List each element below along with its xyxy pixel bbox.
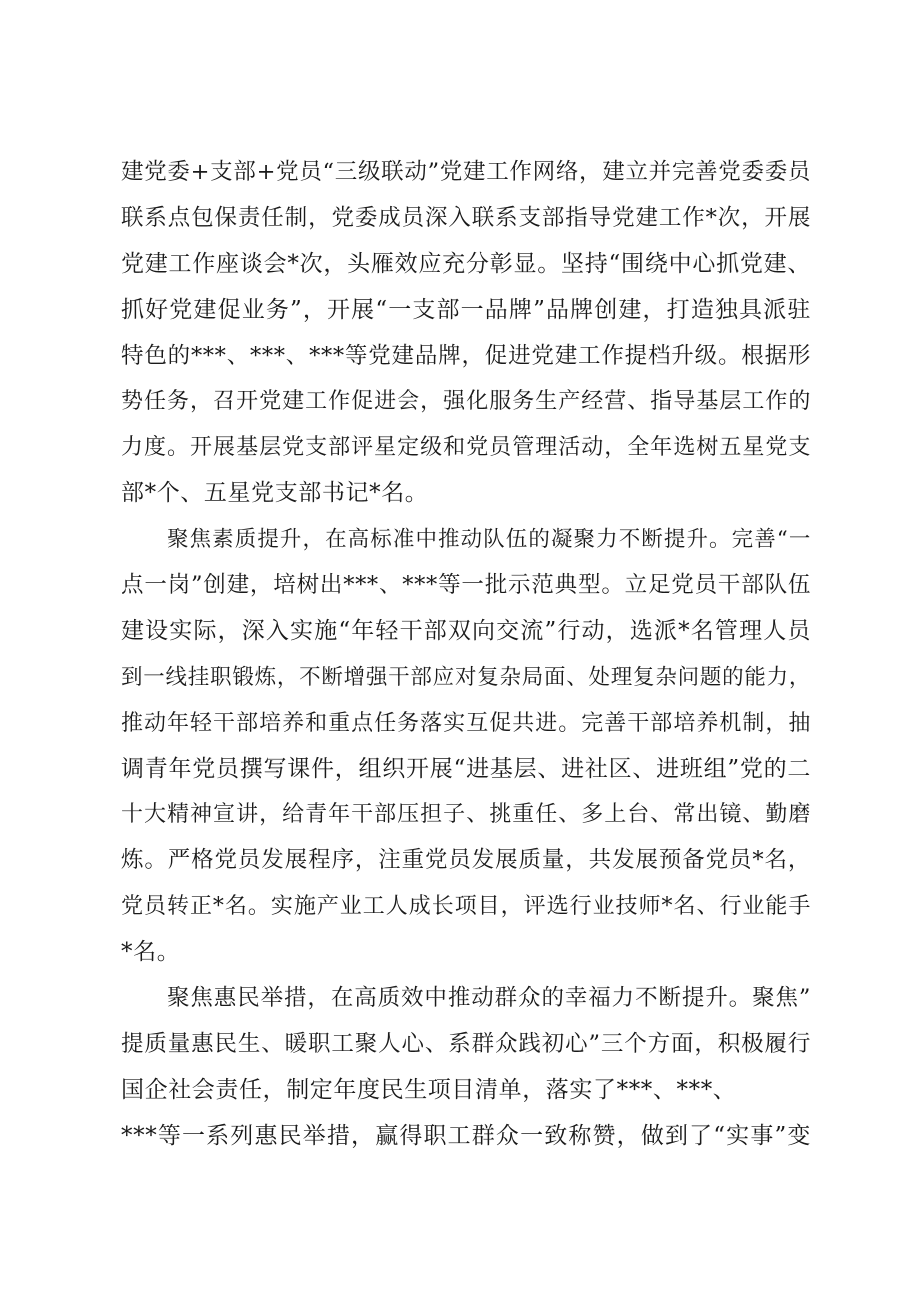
text-line: *名。 (121, 939, 181, 966)
text-line: 建党委+支部+党员“三级联动”党建工作网络，建立并完善党委委员 (121, 159, 811, 185)
text-line: 部*个、五星党支部书记*名。 (121, 480, 429, 507)
text-line: 特色的***、***、***等党建品牌，促进党建工作提档升级。根据形 (121, 342, 811, 369)
text-line: 建设实际，深入实施“年轻干部双向交流”行动，选派*名管理人员 (121, 617, 811, 644)
text-line: 十大精神宣讲，给青年干部压担子、挑重任、多上台、常出镜、勤磨 (121, 802, 811, 828)
text-line: 到一线挂职锻炼，不断增强干部应对复杂局面、处理复杂问题的能力， (121, 664, 811, 690)
text-line: 党建工作座谈会*次，头雁效应充分彰显。坚持“围绕中心抓党建、 (121, 250, 811, 277)
text-line: 聚焦素质提升，在高标准中推动队伍的凝聚力不断提升。完善“一 (167, 527, 811, 553)
text-line: 推动年轻干部培养和重点任务落实互促共进。完善干部培养机制，抽 (121, 710, 811, 736)
text-line: 力度。开展基层党支部评星定级和党员管理活动，全年选树五星党支 (121, 435, 811, 461)
text-line: 点一岗”创建，培树出***、***等一批示范典型。立足党员干部队伍 (121, 572, 811, 599)
text-line: 炼。严格党员发展程序，注重党员发展质量，共发展预备党员*名， (121, 847, 811, 874)
text-line: 提质量惠民生、暖职工聚人心、系群众践初心”三个方面，积极履行 (121, 1030, 811, 1057)
text-line: ***等一系列惠民举措，赢得职工群众一致称赞，做到了“实事”变 (121, 1122, 811, 1149)
text-line: 聚焦惠民举措，在高质效中推动群众的幸福力不断提升。聚焦” (167, 985, 811, 1012)
text-line: 联系点包保责任制，党委成员深入联系支部指导党建工作*次，开展 (121, 204, 811, 231)
text-line: 抓好党建促业务”，开展“一支部一品牌”品牌创建，打造独具派驻 (121, 296, 811, 323)
text-line: 调青年党员撰写课件，组织开展“进基层、进社区、进班组”党的二 (121, 755, 811, 782)
document-body (121, 150, 811, 1160)
text-line: 党员转正*名。实施产业工人成长项目，评选行业技师*名、行业能手 (121, 894, 811, 920)
text-line: 国企社会责任，制定年度民生项目清单，落实了***、***、 (121, 1076, 737, 1103)
text-line: 势任务，召开党建工作促进会，强化服务生产经营、指导基层工作的 (121, 389, 811, 415)
